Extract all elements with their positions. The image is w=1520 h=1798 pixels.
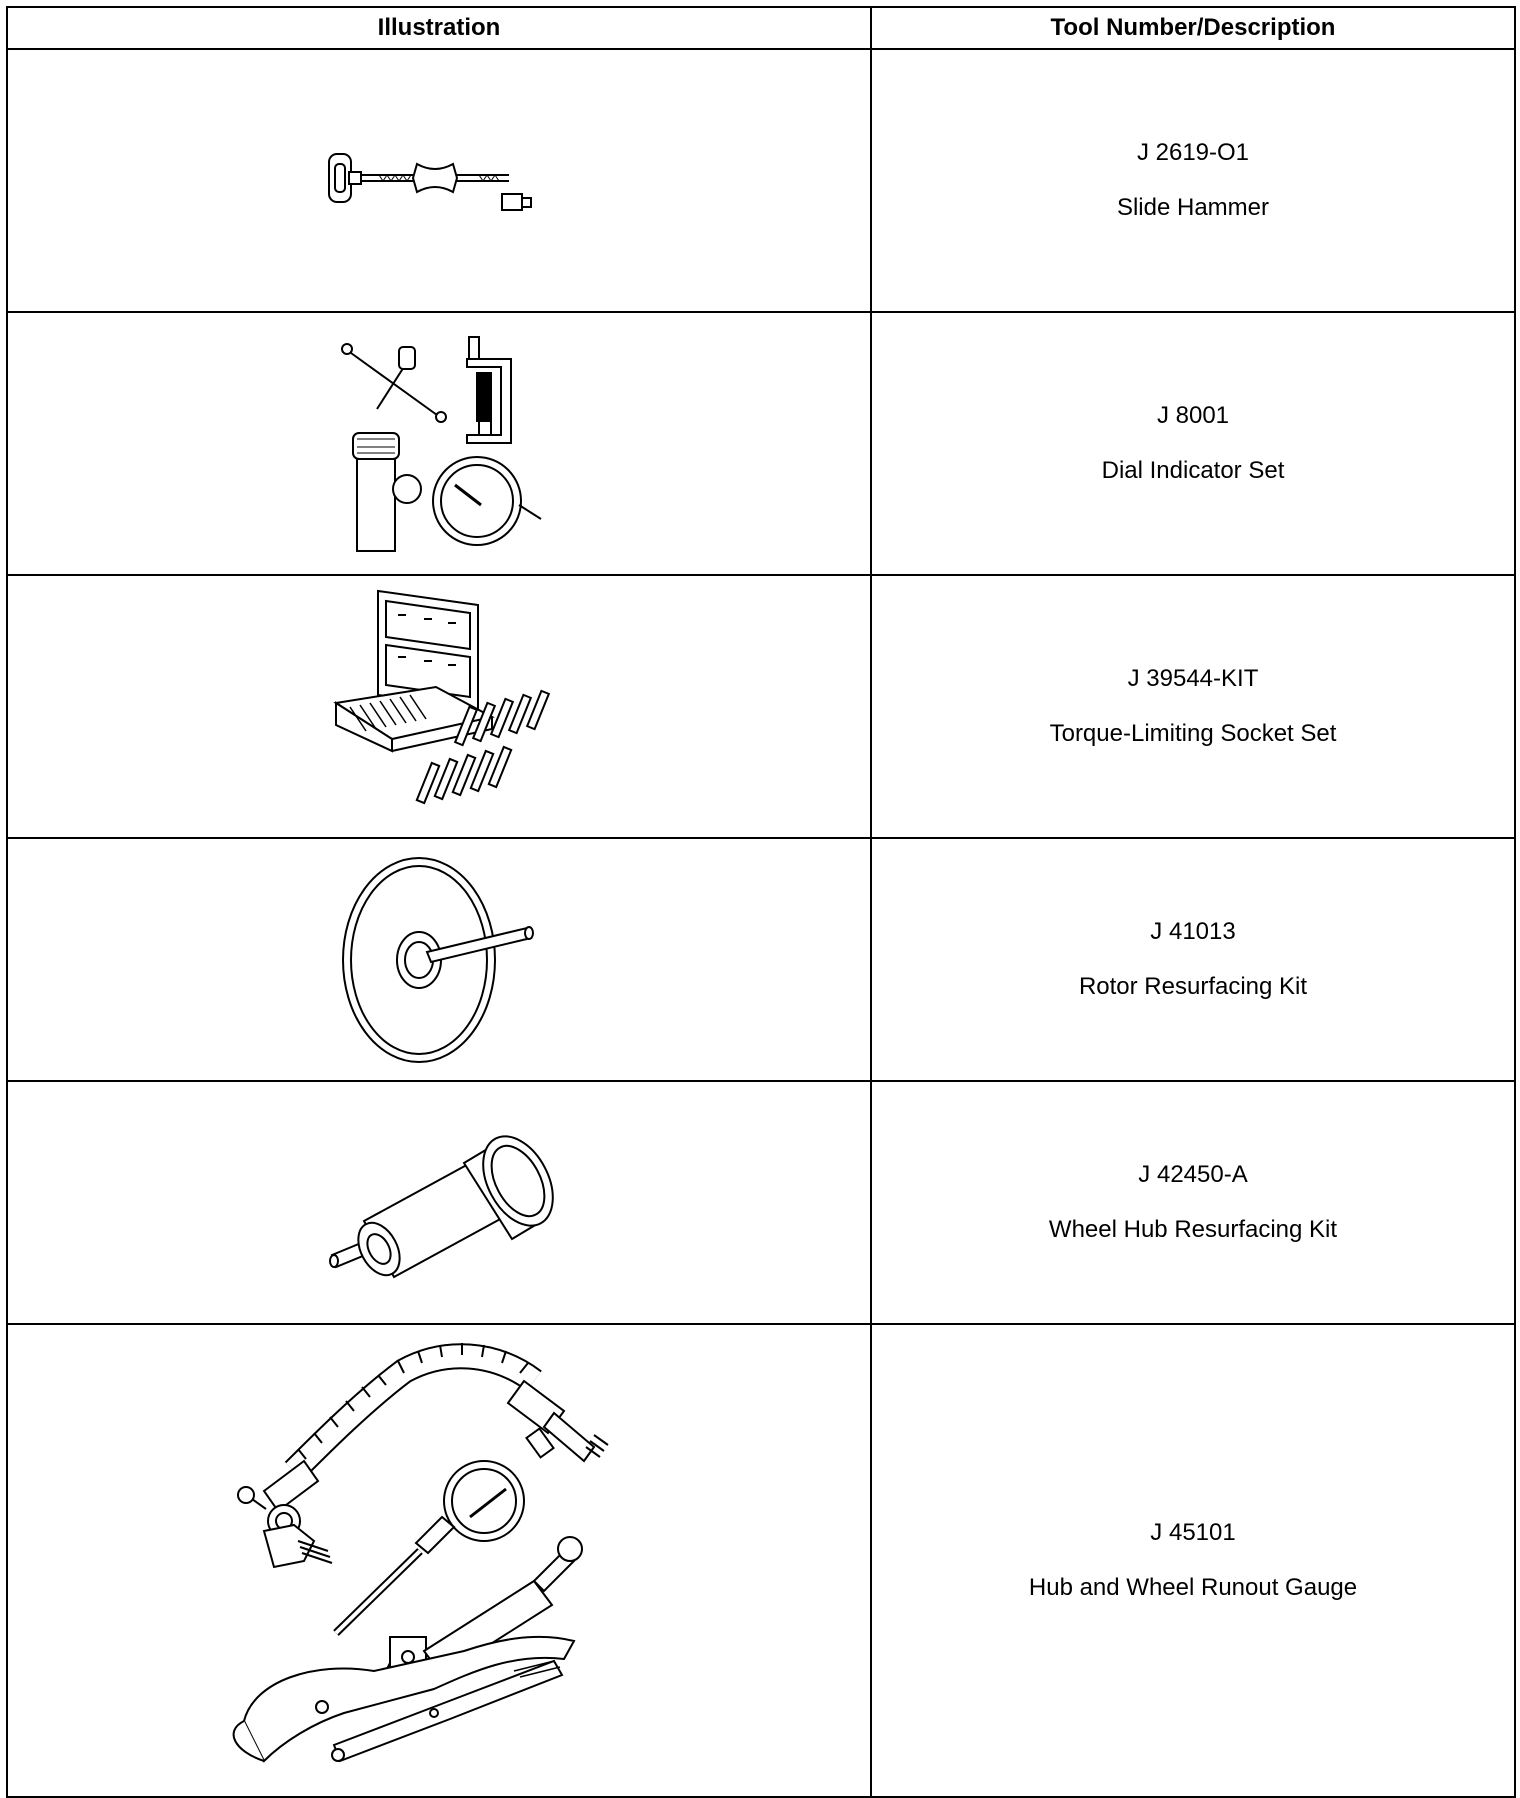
socket-set-icon bbox=[324, 587, 554, 827]
tool-cell bbox=[871, 312, 1515, 575]
tool-number: J 45101 bbox=[1150, 1519, 1236, 1546]
table-row bbox=[7, 1324, 1515, 1797]
tool-description: Wheel Hub Resurfacing Kit bbox=[1048, 1216, 1338, 1243]
illustration-cell bbox=[7, 49, 871, 312]
illustration-cell bbox=[7, 575, 871, 838]
tool-description: Dial Indicator Set bbox=[1101, 457, 1285, 484]
table-row bbox=[7, 49, 1515, 312]
table-row bbox=[7, 575, 1515, 838]
runout-gauge-icon bbox=[214, 1341, 664, 1781]
illustration-cell bbox=[7, 838, 871, 1081]
tool-description: Hub and Wheel Runout Gauge bbox=[1028, 1574, 1358, 1601]
table-row bbox=[7, 838, 1515, 1081]
header-tool-description: Tool Number/Description bbox=[871, 7, 1515, 49]
wheel-hub-resurfacing-kit-icon bbox=[324, 1123, 554, 1283]
illustration-cell bbox=[7, 1324, 871, 1797]
tool-description: Torque-Limiting Socket Set bbox=[1049, 720, 1337, 747]
tool-number: J 41013 bbox=[1150, 918, 1236, 945]
illustration-cell bbox=[7, 312, 871, 575]
rotor-resurfacing-kit-icon bbox=[339, 852, 539, 1067]
header-illustration: Illustration bbox=[7, 7, 871, 49]
tool-cell bbox=[871, 1081, 1515, 1324]
illustration-cell bbox=[7, 1081, 871, 1324]
tool-description: Slide Hammer bbox=[1116, 194, 1270, 221]
tool-cell bbox=[871, 838, 1515, 1081]
table-row bbox=[7, 1081, 1515, 1324]
tool-cell bbox=[871, 575, 1515, 838]
tool-cell bbox=[871, 49, 1515, 312]
tool-description: Rotor Resurfacing Kit bbox=[1078, 973, 1308, 1000]
tool-number: J 42450-A bbox=[1138, 1161, 1248, 1188]
header-row bbox=[7, 7, 1515, 49]
dial-indicator-set-icon bbox=[329, 329, 549, 559]
tool-number: J 2619-O1 bbox=[1136, 139, 1250, 166]
tool-cell bbox=[871, 1324, 1515, 1797]
special-tools-table bbox=[6, 6, 1516, 1798]
slide-hammer-icon bbox=[319, 136, 559, 226]
table-row bbox=[7, 312, 1515, 575]
tool-number: J 8001 bbox=[1156, 402, 1230, 429]
tool-number: J 39544-KIT bbox=[1127, 665, 1259, 692]
